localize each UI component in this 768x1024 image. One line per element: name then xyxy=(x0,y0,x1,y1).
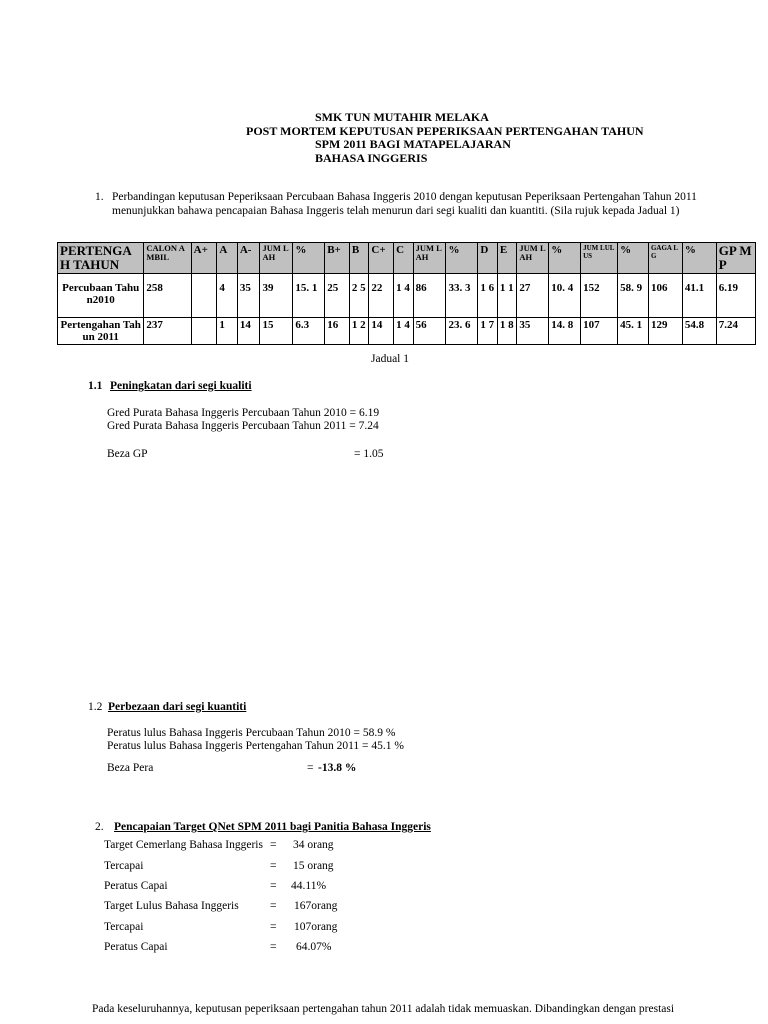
header-cell: JUM LAH xyxy=(413,243,446,274)
table-cell: 15. 1 xyxy=(293,274,325,318)
table-cell: 41.1 xyxy=(682,274,716,318)
target-eq: = xyxy=(270,839,277,851)
table-cell: 14 xyxy=(237,318,260,345)
target-label: Peratus Capai xyxy=(104,941,168,953)
table-cell: 258 xyxy=(144,274,191,318)
header-cell: % xyxy=(618,243,649,274)
table-cell: 54.8 xyxy=(682,318,716,345)
table-cell xyxy=(191,274,217,318)
beza-gp-label: Beza GP xyxy=(107,448,148,460)
target-label: Peratus Capai xyxy=(104,880,168,892)
header-cell: C xyxy=(394,243,414,274)
table-cell: 56 xyxy=(413,318,446,345)
header-cell: % xyxy=(549,243,581,274)
section-number: 1.1 xyxy=(88,380,103,392)
table-cell: Percubaan Tahun2010 xyxy=(58,274,144,318)
table-cell: 1 4 xyxy=(394,274,414,318)
target-label: Tercapai xyxy=(104,921,144,933)
beza-gp-value: = 1.05 xyxy=(354,448,384,460)
section-heading: Perbezaan dari segi kuantiti xyxy=(108,701,247,713)
table-cell: 106 xyxy=(648,274,682,318)
table-cell: 14 xyxy=(369,318,394,345)
beza-pera-label: Beza Pera xyxy=(107,762,154,774)
target-label: Tercapai xyxy=(104,860,144,872)
header-cell: % xyxy=(293,243,325,274)
pass-2011-line: Peratus lulus Bahasa Inggeris Pertengahan Tahun 2011 = 45.1 % xyxy=(107,740,404,752)
header-cell: GAGA L G xyxy=(648,243,682,274)
table-row xyxy=(58,274,756,318)
target-value: 167orang xyxy=(294,900,338,912)
beza-pera-value: -13.8 % xyxy=(318,762,357,774)
table-cell: 33. 3 xyxy=(446,274,478,318)
target-value: 64.07% xyxy=(296,941,332,953)
section-heading: Peningkatan dari segi kualiti xyxy=(110,380,252,392)
table-cell: 1 1 xyxy=(497,274,517,318)
pass-2010-line: Peratus lulus Bahasa Inggeris Percubaan Tahun 2010 = 58.9 % xyxy=(107,727,396,739)
header-cell: A xyxy=(217,243,238,274)
header-cell: % xyxy=(446,243,478,274)
table-cell: 14. 8 xyxy=(549,318,581,345)
table-cell: 1 4 xyxy=(394,318,414,345)
target-value: 34 orang xyxy=(293,839,334,851)
header-cell: CALON AMBIL xyxy=(144,243,191,274)
table-cell: 7.24 xyxy=(716,318,755,345)
table-cell: 10. 4 xyxy=(549,274,581,318)
gp-2010-line: Gred Purata Bahasa Inggeris Percubaan Tahun 2010 = 6.19 xyxy=(107,407,380,419)
table-cell: 1 8 xyxy=(497,318,517,345)
table-cell: 15 xyxy=(260,318,293,345)
header-cell: JUM LAH xyxy=(260,243,293,274)
target-eq: = xyxy=(270,860,277,872)
gp-2011-line: Gred Purata Bahasa Inggeris Percubaan Tahun 2011 = 7.24 xyxy=(107,420,379,432)
table-cell: 58. 9 xyxy=(618,274,649,318)
table-cell: 45. 1 xyxy=(618,318,649,345)
table-cell: 25 xyxy=(325,274,350,318)
subject-line: BAHASA INGGERIS xyxy=(315,151,428,165)
header-cell: JUM LAH xyxy=(517,243,549,274)
target-value: 44.11% xyxy=(291,880,327,892)
results-table xyxy=(57,242,756,345)
table-cell: 152 xyxy=(581,274,618,318)
table-cell: 237 xyxy=(144,318,191,345)
header-cell: B xyxy=(349,243,369,274)
report-title: POST MORTEM KEPUTUSAN PEPERIKSAAN PERTENGAHAN TAHUN xyxy=(246,124,644,138)
table-cell: 1 2 xyxy=(349,318,369,345)
table-cell: 39 xyxy=(260,274,293,318)
table-cell: 86 xyxy=(413,274,446,318)
target-value: 15 orang xyxy=(293,860,334,872)
table-row xyxy=(58,318,756,345)
target-label: Target Cemerlang Bahasa Inggeris xyxy=(104,839,263,851)
header-cell: C+ xyxy=(369,243,394,274)
header-cell: A- xyxy=(237,243,260,274)
table-header-row xyxy=(58,243,756,274)
section-number: 1.2 xyxy=(88,701,103,713)
header-cell: D xyxy=(478,243,498,274)
target-eq: = xyxy=(270,880,277,892)
table-cell: 1 xyxy=(217,318,238,345)
header-cell: % xyxy=(682,243,716,274)
target-eq: = xyxy=(270,900,277,912)
header-cell: JUM LULUS xyxy=(581,243,618,274)
table-cell: 6.3 xyxy=(293,318,325,345)
target-value: 107orang xyxy=(294,921,338,933)
table-cell: 35 xyxy=(237,274,260,318)
table-cell: 6.19 xyxy=(716,274,755,318)
exam-line: SPM 2011 BAGI MATAPELAJARAN xyxy=(315,137,511,151)
school-name: SMK TUN MUTAHIR MELAKA xyxy=(315,110,489,124)
table-cell: 4 xyxy=(217,274,238,318)
header-cell: PERTENGAH TAHUN xyxy=(58,243,144,274)
header-cell: A+ xyxy=(191,243,217,274)
table-cell: 35 xyxy=(517,318,549,345)
intro-paragraph: Perbandingan keputusan Peperiksaan Percubaan Bahasa Inggeris 2010 dengan keputusan Peperiksaan Pertengahan Tahun 2011 menunjukkan bahawa pencapaian Bahasa Inggeris telah menurun dari segi kualiti dan kuantiti. (Sila rujuk kepada Jadual 1) xyxy=(112,191,697,217)
conclusion-paragraph: Pada keseluruhannya, keputusan peperiksaan pertengahan tahun 2011 adalah tidak memuaskan. Dibandingkan dengan prestasi xyxy=(92,1003,675,1015)
table-cell: 23. 6 xyxy=(446,318,478,345)
table-cell: 16 xyxy=(325,318,350,345)
table-cell: 1 7 xyxy=(478,318,498,345)
table-caption: Jadual 1 xyxy=(371,353,410,365)
table-cell xyxy=(191,318,217,345)
table-cell: 107 xyxy=(581,318,618,345)
target-eq: = xyxy=(270,921,277,933)
intro-number: 1. xyxy=(95,191,104,203)
table-cell: 2 5 xyxy=(349,274,369,318)
table-cell: Pertengahan Tahun 2011 xyxy=(58,318,144,345)
target-eq: = xyxy=(270,941,277,953)
target-label: Target Lulus Bahasa Inggeris xyxy=(104,900,239,912)
table-cell: 1 6 xyxy=(478,274,498,318)
beza-pera-eq: = xyxy=(307,762,314,774)
table-cell: 129 xyxy=(648,318,682,345)
header-cell: E xyxy=(497,243,517,274)
table-cell: 22 xyxy=(369,274,394,318)
header-cell: B+ xyxy=(325,243,350,274)
header-cell: GP MP xyxy=(716,243,755,274)
table-cell: 27 xyxy=(517,274,549,318)
section-number: 2. xyxy=(95,821,104,833)
section-heading: Pencapaian Target QNet SPM 2011 bagi Panitia Bahasa Inggeris xyxy=(114,821,431,833)
